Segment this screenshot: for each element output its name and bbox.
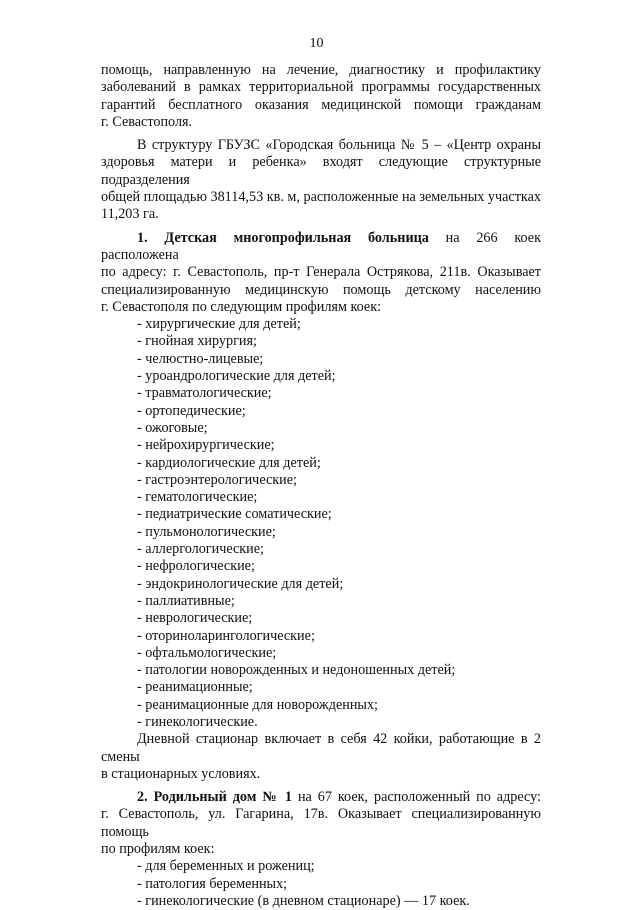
section2-line1-rest: на 67 коек, расположенный по адресу: — [292, 789, 541, 806]
page-number: 10 — [309, 36, 324, 51]
list-item: - гнойная хирургия; — [137, 333, 257, 350]
section1-line-3: специализированную медицинскую помощь детскому населению — [101, 281, 541, 298]
list-item: - реанимационные; — [137, 679, 253, 696]
section2-title: 2. Родильный дом № 1 — [137, 789, 293, 806]
day-hospital-line-2: в стационарных условиях. — [101, 765, 261, 782]
list-item: - аллергологические; — [137, 541, 265, 558]
list-item: - патология беременных; — [137, 875, 288, 892]
list-item: - нефрологические; — [137, 558, 255, 575]
list-item: - челюстно-лицевые; — [137, 350, 264, 367]
list-item: - эндокринологические для детей; — [137, 575, 344, 592]
para1-line-4: г. Севастополя. — [101, 113, 193, 130]
section1-line-2: по адресу: г. Севастополь, пр-т Генерала Острякова, 211в. Оказывает — [101, 264, 541, 281]
list-item: - гематологические; — [137, 489, 258, 506]
list-item: - травматологические; — [137, 385, 272, 402]
section1-line-4: г. Севастополя по следующим профилям коек: — [101, 298, 382, 315]
section2-line-3: по профилям коек: — [101, 841, 215, 858]
list-item: - патологии новорожденных и недоношенных детей; — [137, 662, 456, 679]
day-hospital-line-1: Дневной стационар включает в себя 42 койки, работающие в 2 смены — [101, 731, 541, 765]
list-item: - педиатрические соматические; — [137, 506, 332, 523]
para2-line-2: здоровья матери и ребенка» входят следующие структурные подразделения — [101, 154, 541, 188]
list-item: - нейрохирургические; — [137, 437, 275, 454]
list-item: - уроандрологические для детей; — [137, 368, 336, 385]
list-item: - для беременных и рожениц; — [137, 858, 315, 875]
list-item: - кардиологические для детей; — [137, 454, 321, 471]
para2-line-4: 11,203 га. — [101, 206, 159, 223]
list-item: - ожоговые; — [137, 419, 208, 436]
list-item: - неврологические; — [137, 610, 253, 627]
list-item: - ортопедические; — [137, 402, 246, 419]
list-item: - оториноларингологические; — [137, 627, 315, 644]
list-item: - гастроэнтерологические; — [137, 471, 297, 488]
para2-line-3: общей площадью 38114,53 кв. м, расположенные на земельных участках — [101, 189, 541, 206]
list-item: - пульмонологические; — [137, 523, 276, 540]
section1-title: 1. Детская многопрофильная больница — [137, 229, 429, 246]
section1-heading-line — [101, 230, 541, 265]
section2-heading-line — [101, 789, 541, 806]
list-item: - гинекологические. — [137, 713, 258, 730]
list-item: - офтальмологические; — [137, 644, 277, 661]
list-item: - паллиативные; — [137, 592, 235, 609]
list-item: - хирургические для детей; — [137, 316, 301, 333]
para1-line-1: помощь, направленную на лечение, диагностику и профилактику — [101, 62, 541, 78]
para1-line-3: гарантий бесплатного оказания медицинской помощи гражданам — [101, 96, 541, 113]
para1-line-2: заболеваний в рамках территориальной программы государственных — [101, 79, 541, 96]
document-body — [101, 62, 541, 910]
para2-line-1: В структуру ГБУЗС «Городская больница № 5 – «Центр охраны — [137, 137, 541, 154]
section2-line-2: г. Севастополь, ул. Гагарина, 17в. Оказывает специализированную помощь — [101, 806, 541, 840]
section1-line1-rest: на 266 коек расположена — [101, 229, 541, 263]
list-item: - гинекологические (в дневном стационаре) — 17 коек. — [137, 892, 470, 909]
list-item: - реанимационные для новорожденных; — [137, 696, 378, 713]
